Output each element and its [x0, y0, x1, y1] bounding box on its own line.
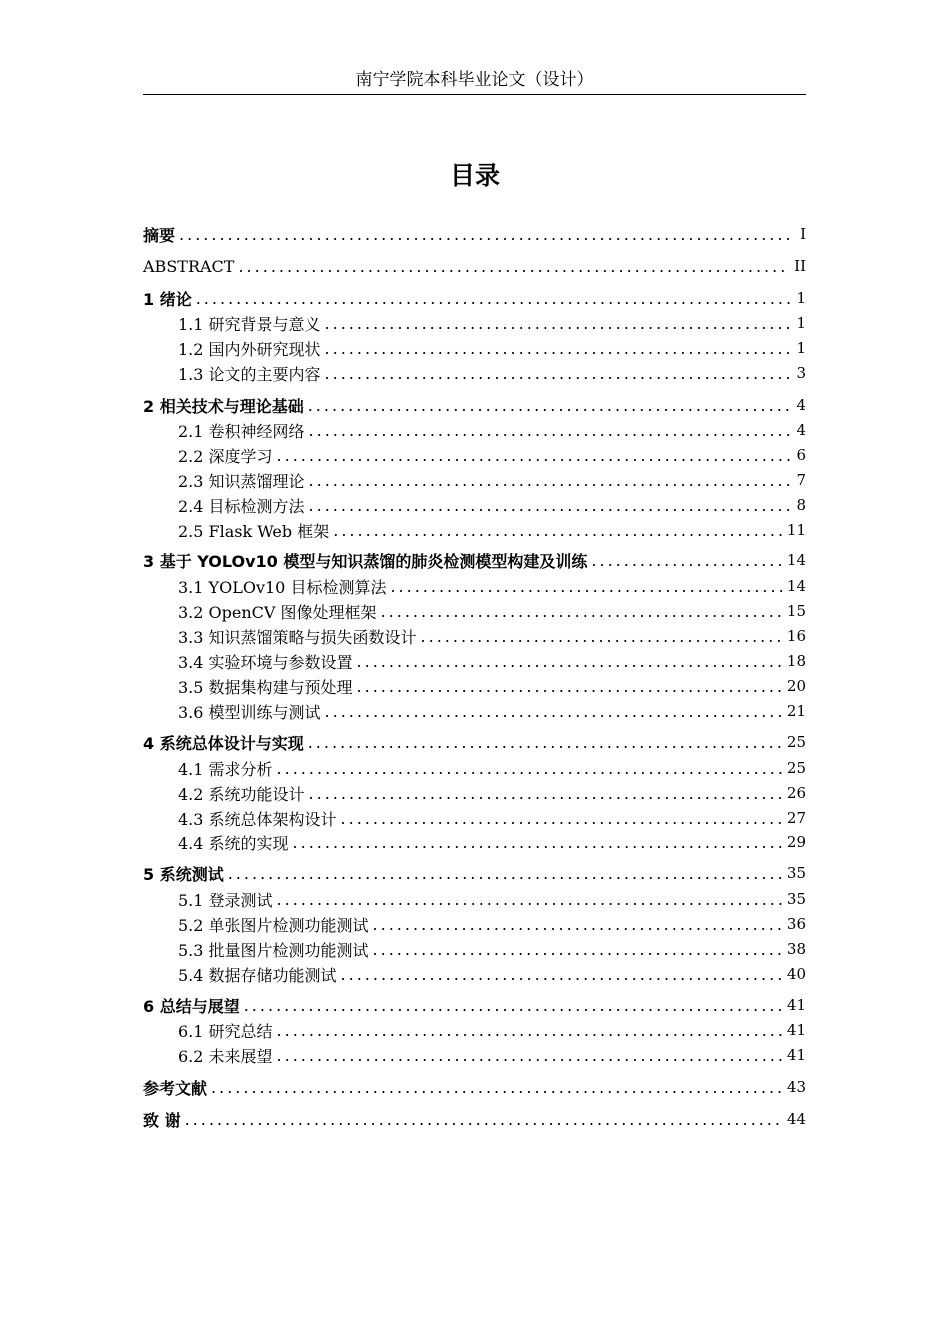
toc-entry-page: 26 — [786, 784, 806, 802]
toc-leader-dots — [325, 702, 783, 721]
toc-entry-label: 1 绪论 — [143, 289, 192, 309]
page-title: 目录 — [449, 161, 500, 190]
toc-leader-dots — [341, 965, 783, 984]
toc-leader-dots — [309, 496, 790, 515]
toc-entry-page: 14 — [786, 551, 806, 569]
toc-leader-dots — [309, 421, 790, 440]
toc-leader-dots — [357, 677, 783, 696]
toc-entry-page: 25 — [786, 733, 806, 751]
toc-leader-dots — [357, 652, 783, 671]
toc-entry[interactable] — [178, 912, 806, 936]
toc-entry[interactable] — [178, 1043, 806, 1067]
toc-entry[interactable] — [178, 518, 806, 542]
toc-leader-dots — [341, 809, 783, 828]
toc-entry-label: 3.4 实验环境与参数设置 — [178, 652, 353, 672]
toc-entry-page: 18 — [786, 652, 806, 670]
toc-entry-label: 2.4 目标检测方法 — [178, 496, 305, 516]
toc-entry-label: 6.2 未来展望 — [178, 1046, 273, 1066]
toc-entry-page: 7 — [796, 471, 806, 489]
toc-leader-dots — [325, 364, 790, 383]
toc-entry-label: 参考文献 — [143, 1078, 208, 1098]
toc-entry[interactable] — [143, 286, 806, 310]
toc-leader-dots — [277, 890, 783, 909]
toc-entry-label: 4.1 需求分析 — [178, 759, 273, 779]
toc-entry[interactable] — [178, 830, 806, 854]
toc-entry-label: 5.3 批量图片检测功能测试 — [178, 940, 369, 960]
toc-entry-label: 3 基于 YOLOv10 模型与知识蒸馏的肺炎检测模型构建及训练 — [143, 551, 588, 571]
toc-entry[interactable] — [178, 699, 806, 723]
toc-entry-label: ABSTRACT — [143, 256, 235, 276]
toc-entry-label: 3.2 OpenCV 图像处理框架 — [178, 602, 377, 622]
toc-entry-label: 2.3 知识蒸馏理论 — [178, 471, 305, 491]
toc-entry-page: 35 — [786, 890, 806, 908]
toc-entry[interactable] — [178, 336, 806, 360]
toc-leader-dots — [277, 759, 783, 778]
toc-entry-label: 5.2 单张图片检测功能测试 — [178, 915, 369, 935]
toc-entry[interactable] — [178, 674, 806, 698]
toc-entry[interactable] — [178, 781, 806, 805]
toc-entry-label: 4.3 系统总体架构设计 — [178, 809, 337, 829]
toc-entry[interactable] — [178, 443, 806, 467]
toc-entry-page: 40 — [786, 965, 806, 983]
toc-entry-page: 41 — [786, 1021, 806, 1039]
toc-leader-dots — [325, 339, 790, 358]
toc-entry-page: 11 — [786, 521, 806, 539]
toc-entry-page: 1 — [796, 289, 806, 307]
toc-entry[interactable] — [178, 806, 806, 830]
toc-entry[interactable] — [178, 887, 806, 911]
toc-entry-page: 27 — [786, 809, 806, 827]
toc-entry-page: 38 — [786, 940, 806, 958]
toc-entry-page: 1 — [796, 339, 806, 357]
toc-entry-page: 41 — [786, 996, 806, 1014]
toc-entry-page: 29 — [786, 833, 806, 851]
toc-entry[interactable] — [143, 548, 806, 572]
toc-entry[interactable] — [178, 649, 806, 673]
toc-entry-label: 摘要 — [143, 225, 176, 245]
toc-leader-dots — [309, 784, 783, 803]
toc-entry-label: 4.2 系统功能设计 — [178, 784, 305, 804]
toc-entry-label: 2.1 卷积神经网络 — [178, 421, 305, 441]
toc-leader-dots — [333, 521, 783, 540]
toc-entry-label: 5 系统测试 — [143, 864, 224, 884]
toc-entry-page: 43 — [786, 1078, 806, 1096]
toc-entry[interactable] — [178, 599, 806, 623]
toc-entry-label: 5.4 数据存储功能测试 — [178, 965, 337, 985]
toc-entry[interactable] — [178, 756, 806, 780]
toc-leader-dots — [308, 396, 790, 415]
toc-entry-page: I — [800, 225, 806, 243]
toc-entry-page: II — [794, 257, 806, 275]
toc-entry-page: 15 — [786, 602, 806, 620]
toc-entry-label: 3.6 模型训练与测试 — [178, 702, 321, 722]
toc-entry[interactable] — [178, 1018, 806, 1042]
toc-entry[interactable] — [178, 311, 806, 335]
toc-entry-label: 6 总结与展望 — [143, 996, 240, 1016]
toc-entry-page: 41 — [786, 1046, 806, 1064]
toc-entry-page: 1 — [796, 314, 806, 332]
toc-entry[interactable] — [178, 468, 806, 492]
toc-entry[interactable] — [178, 361, 806, 385]
toc-entry[interactable] — [178, 493, 806, 517]
toc-entry[interactable] — [178, 937, 806, 961]
toc-entry-label: 1.2 国内外研究现状 — [178, 339, 321, 359]
toc-leader-dots — [293, 833, 783, 852]
toc-entry[interactable] — [178, 962, 806, 986]
toc-entry[interactable] — [143, 254, 806, 278]
toc-entry[interactable] — [178, 418, 806, 442]
toc-leader-dots — [179, 225, 790, 244]
toc-leader-dots — [244, 996, 783, 1015]
toc-entry-page: 20 — [786, 677, 806, 695]
toc-entry-page: 8 — [796, 496, 806, 514]
toc-leader-dots — [390, 577, 782, 596]
toc-entry-page: 35 — [786, 864, 806, 882]
toc-leader-dots — [228, 864, 783, 883]
toc-leader-dots — [308, 733, 783, 752]
toc-entry-label: 4.4 系统的实现 — [178, 833, 289, 853]
toc-entry-label: 3.1 YOLOv10 目标检测算法 — [178, 577, 387, 597]
toc-entry-page: 3 — [796, 364, 806, 382]
toc-leader-dots — [325, 314, 790, 333]
toc-entry-page: 21 — [786, 702, 806, 720]
toc-leader-dots — [185, 1110, 783, 1129]
toc-leader-dots — [309, 471, 790, 490]
toc-entry[interactable] — [143, 730, 806, 754]
toc-entry-label: 2 相关技术与理论基础 — [143, 396, 304, 416]
toc-entry-label: 2.2 深度学习 — [178, 446, 273, 466]
toc-leader-dots — [238, 257, 790, 276]
toc-entry-label: 3.3 知识蒸馏策略与损失函数设计 — [178, 627, 417, 647]
toc-entry-page: 16 — [786, 627, 806, 645]
toc-entry-label: 3.5 数据集构建与预处理 — [178, 677, 353, 697]
toc-entry[interactable] — [143, 222, 806, 246]
toc-entry-page: 36 — [786, 915, 806, 933]
toc-leader-dots — [373, 915, 783, 934]
toc-leader-dots — [277, 1021, 783, 1040]
toc-entry-page: 4 — [796, 421, 806, 439]
toc-leader-dots — [381, 602, 783, 621]
toc-entry-label: 4 系统总体设计与实现 — [143, 733, 304, 753]
toc-entry-label: 致 谢 — [143, 1110, 181, 1130]
toc-entry[interactable] — [143, 1107, 806, 1131]
toc-entry-label: 1.3 论文的主要内容 — [178, 364, 321, 384]
toc-entry-page: 44 — [786, 1110, 806, 1128]
toc-entry[interactable] — [143, 993, 806, 1017]
toc-entry[interactable] — [143, 1075, 806, 1099]
toc-leader-dots — [373, 940, 783, 959]
toc-entry-label: 5.1 登录测试 — [178, 890, 273, 910]
toc-entry-page: 25 — [786, 759, 806, 777]
toc-entry-label: 6.1 研究总结 — [178, 1021, 273, 1041]
toc-leader-dots — [211, 1078, 783, 1097]
toc-entry[interactable] — [178, 574, 806, 598]
toc-entry-page: 6 — [796, 446, 806, 464]
toc-leader-dots — [277, 446, 790, 465]
toc-entry[interactable] — [178, 624, 806, 648]
toc-entry-label: 2.5 Flask Web 框架 — [178, 521, 330, 541]
toc-leader-dots — [277, 1046, 783, 1065]
toc-leader-dots — [196, 289, 790, 308]
toc-leader-dots — [421, 627, 783, 646]
toc-leader-dots — [591, 551, 783, 570]
toc-entry-label: 1.1 研究背景与意义 — [178, 314, 321, 334]
running-header: 南宁学院本科毕业论文（设计） — [143, 66, 806, 95]
toc-entry-page: 14 — [786, 577, 806, 595]
toc-entry-page: 4 — [796, 396, 806, 414]
toc-entry[interactable] — [143, 393, 806, 417]
toc-entry[interactable] — [143, 861, 806, 885]
